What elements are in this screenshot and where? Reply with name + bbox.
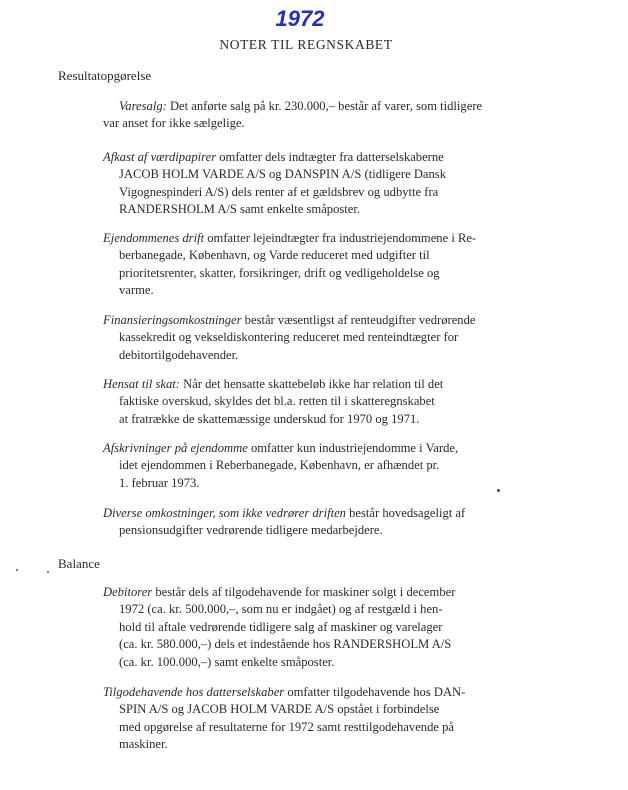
note-text: omfatter tilgodehavende hos DAN- [284, 685, 466, 699]
note-text: Det anførte salg på kr. 230.000,– består af varer, som tidligere [166, 99, 483, 113]
note-line: varme. [119, 283, 154, 298]
note-text: omfatter lejeindtægter fra industriejendommene i Re- [204, 231, 477, 245]
note-line: pensionsudgifter vedrørende tidligere medarbejdere. [119, 523, 383, 538]
note-line: debitortilgodehavender. [119, 347, 239, 362]
scan-speck [497, 489, 500, 492]
note-text: omfatter kun industriejendomme i Varde, [247, 441, 459, 455]
note-ejendommenes-drift [103, 230, 555, 300]
note-text: Når det hensatte skattebeløb ikke har relation til det [179, 377, 444, 391]
note-line: RANDERSHOLM A/S samt enkelte småposter. [119, 202, 361, 217]
note-afskrivninger-paa-ejendomme [103, 440, 555, 492]
note-text: består hovedsageligt af [345, 506, 466, 520]
note-finansieringsomkostninger [103, 312, 555, 364]
note-varesalg [103, 98, 555, 133]
scan-speck [47, 571, 49, 573]
note-line: (ca. kr. 580.000,–) dels et indestående hos RANDERSHOLM A/S [119, 637, 452, 652]
note-line: JACOB HOLM VARDE A/S og DANSPIN A/S (tidligere Dansk [119, 167, 446, 182]
note-line: med opgørelse af resultaterne for 1972 samt resttilgodehavende på [119, 719, 455, 734]
note-lead: Varesalg: [119, 99, 167, 113]
note-lead: Debitorer [103, 585, 153, 599]
scan-speck [16, 569, 18, 571]
note-line: Vigognespinderi A/S) dels renter af et gældsbrev og udbytte fra [119, 184, 439, 199]
note-lead: Afskrivninger på ejendomme [103, 441, 248, 455]
note-text: består væsentligst af renteudgifter vedrørende [241, 313, 476, 327]
note-lead: Finansieringsomkostninger [103, 313, 242, 327]
document-title: NOTER TIL REGNSKABET [219, 37, 393, 52]
note-line: (ca. kr. 100.000,–) samt enkelte småposter. [119, 654, 335, 669]
section-heading-resultatopgorelse: Resultatopgørelse [58, 68, 152, 83]
note-line: 1972 (ca. kr. 500.000,–, som nu er indgået) og af restgæld i hen- [119, 602, 443, 617]
note-line: kassekredit og vekseldiskontering reduceret med renteindtægter for [119, 330, 459, 345]
note-debitorer [103, 584, 555, 671]
note-lead: Ejendommenes drift [103, 231, 205, 245]
note-line: var anset for ikke sælgelige. [103, 116, 245, 131]
note-text: består dels af tilgodehavende for maskiner solgt i december [152, 585, 456, 599]
note-hensat-til-skat [103, 376, 555, 428]
note-lead: Diverse omkostninger, som ikke vedrører driften [103, 506, 346, 520]
note-line: maskiner. [119, 737, 168, 752]
note-line: faktiske overskud, skyldes det bl.a. retten til i skatteregnskabet [119, 394, 435, 409]
note-lead: Tilgodehavende hos datterselskaber [103, 685, 285, 699]
note-line: SPIN A/S og JACOB HOLM VARDE A/S opstået i forbindelse [119, 702, 440, 717]
note-lead: Afkast af værdipapirer [103, 150, 217, 164]
note-diverse-omkostninger [103, 505, 555, 540]
note-text: omfatter dels indtægter fra datterselskaberne [216, 150, 444, 164]
year-heading: 1972 [275, 6, 325, 31]
section-heading-balance: Balance [58, 556, 100, 571]
note-line: idet ejendommen i Reberbanegade, København, er afhændet pr. [119, 458, 440, 473]
note-line: 1. februar 1973. [119, 475, 200, 490]
note-afkast-af-vaerdipapirer [103, 149, 555, 219]
note-line: at fratrække de skattemæssige underskud for 1970 og 1971. [119, 411, 420, 426]
note-line: prioritetsrenter, skatter, forsikringer, drift og vedligeholdelse og [119, 265, 440, 280]
note-lead: Hensat til skat: [103, 377, 180, 391]
note-tilgodehavende-hos-datterselskaber [103, 684, 555, 754]
note-line: berbanegade, København, og Varde reduceret med udgifter til [119, 248, 430, 263]
note-line: hold til aftale vedrørende tidligere salg af maskiner og varelager [119, 619, 443, 634]
